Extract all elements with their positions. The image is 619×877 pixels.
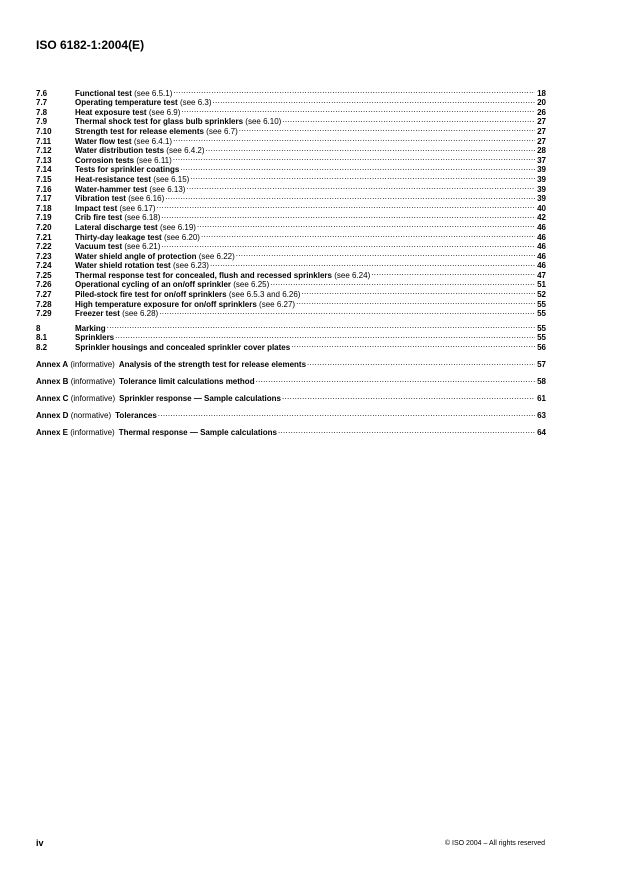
toc-entry-title bbox=[75, 156, 172, 166]
toc-entry-title-text: Thirty-day leakage test bbox=[75, 232, 162, 242]
annex-entry[interactable] bbox=[36, 409, 546, 419]
toc-entry-number: 7.29 bbox=[36, 309, 52, 319]
toc-entry-number: 8.1 bbox=[36, 333, 48, 343]
toc-section-8 bbox=[36, 321, 546, 353]
dot-leader bbox=[165, 192, 535, 202]
toc-entry-number: 7.26 bbox=[36, 280, 52, 290]
toc-entry-number: 7.27 bbox=[36, 290, 52, 300]
toc-entry-page: 46 bbox=[537, 222, 546, 232]
toc-entry-title bbox=[75, 108, 180, 118]
annex-page: 57 bbox=[537, 360, 546, 370]
toc-entry-title bbox=[75, 290, 300, 300]
dot-leader bbox=[115, 331, 535, 341]
dot-leader bbox=[236, 249, 535, 259]
dot-leader bbox=[161, 211, 535, 221]
toc-entry-page: 20 bbox=[537, 98, 546, 108]
dot-leader bbox=[159, 307, 535, 317]
annex-kind: (normative) bbox=[70, 411, 112, 421]
annex-entry[interactable] bbox=[36, 375, 546, 385]
toc-entry-title-text: Water distribution tests bbox=[75, 146, 165, 156]
toc-entry-page: 27 bbox=[537, 126, 546, 136]
annex-page: 58 bbox=[537, 377, 546, 387]
toc-entry-title-text: Strength test for release elements bbox=[75, 126, 204, 136]
toc-entry-reference: (see 6.5.1) bbox=[134, 88, 173, 98]
toc-entry-reference: (see 6.4.2) bbox=[166, 146, 205, 156]
toc-entry-reference: (see 6.9) bbox=[148, 107, 181, 117]
annex-title: Tolerance limit calculations method bbox=[119, 377, 255, 387]
toc-entry-number: 7.19 bbox=[36, 213, 52, 223]
dot-leader bbox=[158, 409, 535, 419]
toc-entry-page: 28 bbox=[537, 146, 546, 156]
toc-entry-reference: (see 6.10) bbox=[245, 117, 282, 127]
toc-entry-number: 7.13 bbox=[36, 155, 52, 165]
toc-entry-title-text: Operational cycling of an on/off sprinkler bbox=[75, 280, 232, 290]
toc-entry-number: 7.16 bbox=[36, 184, 52, 194]
toc-entry-title bbox=[75, 204, 156, 214]
toc-entry-title bbox=[75, 137, 172, 147]
dot-leader bbox=[161, 240, 535, 250]
toc-entry-number: 7.7 bbox=[36, 98, 48, 108]
toc-entry-number: 7.17 bbox=[36, 194, 52, 204]
toc-entry-page: 42 bbox=[537, 213, 546, 223]
toc-entry[interactable] bbox=[36, 321, 546, 331]
dot-leader bbox=[301, 287, 535, 297]
toc-entry-page: 27 bbox=[537, 117, 546, 127]
toc-entry-title bbox=[75, 261, 209, 271]
toc-entry-page: 55 bbox=[537, 333, 546, 343]
toc-entry-number: 7.15 bbox=[36, 174, 52, 184]
toc-entry-number: 7.21 bbox=[36, 232, 52, 242]
toc-section-7 bbox=[36, 86, 546, 319]
toc-entry-reference: (see 6.22) bbox=[198, 251, 235, 261]
toc-entry-title: Marking bbox=[75, 323, 106, 333]
dot-leader bbox=[173, 134, 535, 144]
toc-entry-title bbox=[75, 213, 160, 223]
toc-entry-page: 39 bbox=[537, 174, 546, 184]
toc-entry-reference: (see 6.17) bbox=[119, 203, 156, 213]
toc-entry-title-text: Thermal response test for concealed, flush and recessed sprinklers bbox=[75, 270, 332, 280]
toc-entry-title bbox=[75, 242, 160, 252]
dot-leader bbox=[197, 220, 535, 230]
toc-entry[interactable] bbox=[36, 86, 546, 96]
annex-title: Analysis of the strength test for release elements bbox=[118, 360, 307, 370]
toc-entry-number: 8 bbox=[36, 323, 41, 333]
toc-entry-page: 27 bbox=[537, 136, 546, 146]
dot-leader bbox=[201, 230, 535, 240]
toc-entry-number: 7.11 bbox=[36, 136, 52, 146]
toc-entry-title-text: Heat exposure test bbox=[75, 107, 147, 117]
dot-leader bbox=[107, 321, 535, 331]
dot-leader bbox=[173, 86, 535, 96]
toc-entry-page: 39 bbox=[537, 194, 546, 204]
toc-entry-title-text: Operating temperature test bbox=[75, 98, 178, 108]
toc-entry-number: 7.9 bbox=[36, 117, 48, 127]
dot-leader bbox=[181, 105, 535, 115]
annex-title: Tolerances bbox=[115, 411, 157, 421]
annex-kind: (informative) bbox=[70, 360, 115, 370]
dot-leader bbox=[256, 375, 535, 385]
toc-entry-reference: (see 6.28) bbox=[122, 309, 159, 319]
toc-entry-page: 46 bbox=[537, 251, 546, 261]
toc-entry-number: 7.23 bbox=[36, 251, 52, 261]
toc-entry-title: Sprinklers bbox=[75, 333, 115, 343]
toc-entry-reference: (see 6.20) bbox=[163, 232, 200, 242]
toc-entry-number: 7.14 bbox=[36, 165, 52, 175]
dot-leader bbox=[213, 96, 535, 106]
toc-entry-number: 7.25 bbox=[36, 270, 52, 280]
annex-label: Annex C bbox=[36, 394, 69, 404]
toc-entry-number: 7.12 bbox=[36, 146, 52, 156]
toc-entry-page: 46 bbox=[537, 261, 546, 271]
toc-entry-page: 52 bbox=[537, 290, 546, 300]
toc-entry-title-text: Functional test bbox=[75, 88, 132, 98]
annex-label: Annex A bbox=[36, 360, 69, 370]
toc-entry-reference: (see 6.19) bbox=[159, 222, 196, 232]
annex-page: 61 bbox=[537, 394, 546, 404]
toc-entry[interactable] bbox=[36, 331, 546, 341]
toc-entry-title-text: Water shield rotation test bbox=[75, 261, 171, 271]
toc-entry-number: 7.24 bbox=[36, 261, 52, 271]
dot-leader bbox=[371, 268, 535, 278]
toc-entry-reference: (see 6.13) bbox=[149, 184, 186, 194]
toc-entry-title-text: Vibration test bbox=[75, 194, 126, 204]
dot-leader bbox=[180, 163, 535, 173]
toc-entry-title-text: Crib fire test bbox=[75, 213, 123, 223]
toc-entry-title-text: Heat-resistance test bbox=[75, 174, 152, 184]
toc-entry-number: 7.28 bbox=[36, 299, 52, 309]
annex-page: 63 bbox=[537, 411, 546, 421]
toc-entry-page: 37 bbox=[537, 155, 546, 165]
toc-entry-page: 56 bbox=[537, 343, 546, 353]
toc-entry-page: 26 bbox=[537, 107, 546, 117]
toc-entry-number: 8.2 bbox=[36, 343, 48, 353]
annex-entry[interactable] bbox=[36, 358, 546, 368]
toc-entry-page: 46 bbox=[537, 242, 546, 252]
toc-entry-title-text: Freezer test bbox=[75, 309, 120, 319]
dot-leader bbox=[296, 297, 535, 307]
toc-entry-page: 55 bbox=[537, 323, 546, 333]
toc-entry-page: 55 bbox=[537, 299, 546, 309]
toc-entry-reference: (see 6.25) bbox=[233, 280, 270, 290]
toc-entry-number: 7.22 bbox=[36, 242, 52, 252]
toc-entry-title-text: Thermal shock test for glass bulb sprinklers bbox=[75, 117, 244, 127]
toc-entry-title bbox=[75, 175, 189, 185]
dot-leader bbox=[239, 124, 535, 134]
toc-entry-number: 7.6 bbox=[36, 88, 48, 98]
toc-entry-reference: (see 6.18) bbox=[124, 213, 161, 223]
document-id-header: ISO 6182-1:2004(E) bbox=[36, 38, 145, 52]
toc-entry-title-text: Tests for sprinkler coatings bbox=[75, 165, 180, 175]
toc-entry-page: 18 bbox=[537, 88, 546, 98]
toc-entry-page: 46 bbox=[537, 232, 546, 242]
toc-entry-page: 40 bbox=[537, 203, 546, 213]
annex-kind: (informative) bbox=[70, 394, 116, 404]
toc-entry-reference: (see 6.4.1) bbox=[133, 136, 173, 146]
toc-entry-title-text: Corrosion tests bbox=[75, 155, 135, 165]
annex-label: Annex E bbox=[36, 428, 69, 438]
dot-leader bbox=[282, 392, 535, 402]
toc-entry-number: 7.8 bbox=[36, 107, 48, 117]
dot-leader bbox=[270, 278, 535, 288]
annex-title: Thermal response — Sample calculations bbox=[118, 428, 277, 438]
toc-entry-reference: (see 6.5.3 and 6.26) bbox=[228, 290, 301, 300]
toc-entry-reference: (see 6.23) bbox=[172, 261, 209, 271]
toc-entry-page: 51 bbox=[537, 280, 546, 290]
toc-entry-title bbox=[75, 309, 158, 319]
toc-entry-title bbox=[75, 165, 179, 175]
toc-entry-reference: (see 6.7) bbox=[206, 126, 238, 136]
toc-annexes bbox=[36, 358, 546, 436]
annex-kind: (informative) bbox=[70, 377, 116, 387]
toc-entry-page: 39 bbox=[537, 184, 546, 194]
dot-leader bbox=[173, 153, 535, 163]
toc-entry-title-text: Piled-stock fire test for on/off sprinklers bbox=[75, 290, 227, 300]
toc-entry-title bbox=[75, 280, 269, 290]
toc-entry-reference: (see 6.11) bbox=[136, 155, 172, 165]
toc-entry-page: 39 bbox=[537, 165, 546, 175]
toc-entry-title-text: Water-hammer test bbox=[75, 184, 148, 194]
toc-entry-number: 7.20 bbox=[36, 222, 52, 232]
toc-entry-title: Sprinkler housings and concealed sprinkler cover plates bbox=[75, 343, 291, 353]
table-of-contents bbox=[36, 86, 546, 438]
dot-leader bbox=[190, 172, 535, 182]
toc-entry-reference: (see 6.15) bbox=[153, 174, 190, 184]
toc-entry-reference: (see 6.24) bbox=[334, 270, 371, 280]
dot-leader bbox=[210, 259, 535, 269]
toc-entry-title bbox=[75, 194, 164, 204]
toc-entry-title-text: Lateral discharge test bbox=[75, 222, 158, 232]
toc-entry-title-text: High temperature exposure for on/off sprinklers bbox=[75, 299, 257, 309]
dot-leader bbox=[282, 115, 535, 125]
dot-leader bbox=[307, 358, 535, 368]
copyright-notice: © ISO 2004 – All rights reserved bbox=[444, 840, 545, 847]
toc-entry-reference: (see 6.21) bbox=[124, 242, 161, 252]
dot-leader bbox=[206, 144, 535, 154]
dot-leader bbox=[291, 340, 535, 350]
page-number: iv bbox=[36, 838, 44, 848]
dot-leader bbox=[186, 182, 535, 192]
annex-page: 64 bbox=[537, 428, 546, 438]
dot-leader bbox=[157, 201, 536, 211]
toc-entry-page: 47 bbox=[537, 270, 546, 280]
annex-title: Sprinkler response — Sample calculations bbox=[119, 394, 281, 404]
toc-entry-reference: (see 6.3) bbox=[179, 98, 212, 108]
toc-entry-title bbox=[75, 223, 196, 233]
toc-entry-title-text: Impact test bbox=[75, 203, 118, 213]
toc-entry-title-text: Vacuum test bbox=[75, 242, 123, 252]
annex-kind: (informative) bbox=[70, 428, 115, 438]
toc-entry-title-text: Water flow test bbox=[75, 136, 132, 146]
annex-label: Annex D bbox=[36, 411, 69, 421]
toc-entry-title-text: Water shield angle of protection bbox=[75, 251, 197, 261]
toc-entry-reference: (see 6.27) bbox=[259, 299, 296, 309]
toc-entry-number: 7.18 bbox=[36, 203, 52, 213]
toc-entry-reference: (see 6.16) bbox=[128, 194, 165, 204]
dot-leader bbox=[278, 426, 535, 436]
toc-entry-title bbox=[75, 89, 172, 99]
annex-entry[interactable] bbox=[36, 392, 546, 402]
annex-entry[interactable] bbox=[36, 426, 546, 436]
annex-label: Annex B bbox=[36, 377, 69, 387]
toc-entry-number: 7.10 bbox=[36, 126, 52, 136]
toc-entry-page: 55 bbox=[537, 309, 546, 319]
